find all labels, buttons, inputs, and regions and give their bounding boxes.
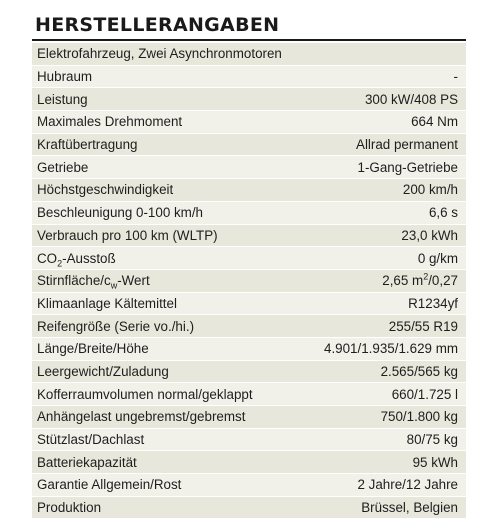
table-row xyxy=(32,474,466,497)
row-label xyxy=(37,273,150,291)
row-label-part: Stirnfläche/c xyxy=(37,273,111,289)
row-label xyxy=(37,250,116,269)
row-label: Garantie Allgemein/Rost xyxy=(37,477,182,493)
row-value: 664 Nm xyxy=(411,114,458,130)
row-label: Kraftübertragung xyxy=(37,137,138,153)
table-row xyxy=(32,497,466,519)
row-value: 1-Gang-Getriebe xyxy=(357,159,458,175)
row-value-part: 2,65 m xyxy=(382,273,424,289)
row-label: Höchstgeschwindigkeit xyxy=(37,182,174,198)
row-value: 200 km/h xyxy=(402,182,458,198)
row-value: 80/75 kg xyxy=(406,432,458,448)
row-value: - xyxy=(453,69,458,85)
row-label: Maximales Drehmoment xyxy=(37,114,183,130)
intro-text: Elektrofahrzeug, Zwei Asynchronmotoren xyxy=(37,46,282,62)
table-row xyxy=(32,293,466,316)
row-value: 300 kW/408 PS xyxy=(364,91,458,107)
table-row xyxy=(32,315,466,338)
row-value: Allrad permanent xyxy=(356,137,458,153)
table-row xyxy=(32,383,466,406)
row-label: Leergewicht/Zuladung xyxy=(37,363,169,379)
table-row xyxy=(32,134,466,157)
intro-row xyxy=(32,43,466,66)
table-row xyxy=(32,247,466,270)
row-label: Klimaanlage Kältemittel xyxy=(37,295,177,311)
row-value: 4.901/1.935/1.629 mm xyxy=(324,341,458,357)
row-label: Beschleunigung 0-100 km/h xyxy=(37,205,204,221)
table-row xyxy=(32,406,466,429)
table-row xyxy=(32,156,466,179)
row-label: Getriebe xyxy=(37,159,89,175)
table-row xyxy=(32,111,466,134)
table-row xyxy=(32,179,466,202)
row-value: Brüssel, Belgien xyxy=(361,500,458,516)
title-divider xyxy=(32,39,466,41)
table-row xyxy=(32,66,466,89)
row-value: 95 kWh xyxy=(412,454,458,470)
table-row xyxy=(32,270,466,293)
row-label: Anhängelast ungebremst/gebremst xyxy=(37,409,246,425)
row-label: Batteriekapazität xyxy=(37,454,137,470)
row-value: 750/1.800 kg xyxy=(380,409,458,425)
row-label: Verbrauch pro 100 km (WLTP) xyxy=(37,227,218,243)
row-label: Stützlast/Dachlast xyxy=(37,432,145,448)
row-value-part: /0,27 xyxy=(428,273,458,289)
row-value: 2.565/565 kg xyxy=(380,363,458,379)
row-value: 23,0 kWh xyxy=(401,227,458,243)
row-value: R1234yf xyxy=(408,295,458,311)
row-value: 255/55 R19 xyxy=(388,318,458,334)
row-value: 660/1.725 l xyxy=(391,386,458,402)
table-row xyxy=(32,202,466,225)
row-label: Reifengröße (Serie vo./hi.) xyxy=(37,318,195,334)
row-label-subscript: w xyxy=(110,280,118,291)
row-value: 0 g/km xyxy=(417,250,458,266)
row-label-part: CO xyxy=(37,250,58,266)
table-row xyxy=(32,88,466,111)
row-label-part: -Ausstoß xyxy=(62,250,116,266)
table-row xyxy=(32,451,466,474)
row-value xyxy=(382,273,458,288)
table-row xyxy=(32,225,466,248)
row-label: Hubraum xyxy=(37,69,93,85)
row-label-subscript: 2 xyxy=(57,258,63,269)
row-label-part: -Wert xyxy=(117,273,150,289)
row-value: 6,6 s xyxy=(428,205,458,221)
row-value: 2 Jahre/12 Jahre xyxy=(357,477,458,493)
spec-table xyxy=(32,43,466,519)
table-row xyxy=(32,361,466,384)
table-row xyxy=(32,338,466,361)
row-label: Kofferraumvolumen normal/geklappt xyxy=(37,386,253,402)
row-label: Produktion xyxy=(37,500,102,516)
row-label: Länge/Breite/Höhe xyxy=(37,341,149,357)
row-label: Leistung xyxy=(37,91,88,107)
table-row xyxy=(32,429,466,452)
page-title: HERSTELLERANGABEN xyxy=(35,14,280,36)
row-value-superscript: 2 xyxy=(423,271,429,282)
